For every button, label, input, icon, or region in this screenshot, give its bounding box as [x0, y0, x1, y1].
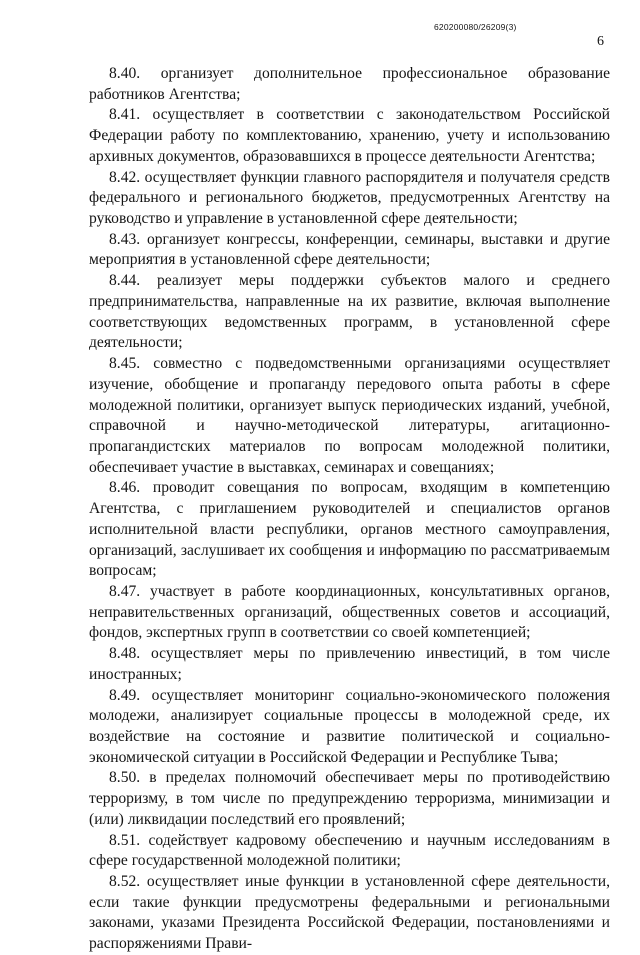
- page-number: 6: [597, 34, 604, 49]
- paragraph-8-43: 8.43. организует конгрессы, конференции, семинары, выставки и другие мероприятия в установленной сфере деятельности;: [89, 230, 610, 269]
- paragraph-8-49: 8.49. осуществляет мониторинг социально-экономического положения молодежи, анализирует социальные процессы в молодежной среде, их воздействие на состояние и развитие политической и социально-экономической ситуации в Российской Федерации и Республике Тыва;: [89, 686, 610, 766]
- paragraph-8-51: 8.51. содействует кадровому обеспечению и научным исследованиям в сфере государственной молодежной политики;: [89, 831, 610, 870]
- document-body: [89, 64, 610, 955]
- paragraph-8-42: 8.42. осуществляет функции главного распорядителя и получателя средств федерального и регионального бюджетов, предусмотренных Агентству на руководство и управление в установленной сфере деятельности;: [89, 168, 610, 228]
- paragraph-8-40: 8.40. организует дополнительное профессиональное образование работников Агентства;: [89, 65, 610, 103]
- paragraph-8-45: 8.45. совместно с подведомственными организациями осуществляет изучение, обобщение и пропаганду передового опыта работы в сфере молодежной политики, организует выпуск периодических изданий, учебной, справочной и научно-методической литературы, агитационно-пропагандистских материалов по вопросам молодежной политики, обеспечивает участие в выставках, семинарах и совещаниях;: [89, 355, 610, 476]
- paragraph-8-50: 8.50. в пределах полномочий обеспечивает меры по противодействию терроризму, в том числе по предупреждению терроризма, минимизации и (или) ликвидации последствий его проявлений;: [89, 769, 610, 828]
- paragraph-8-48: 8.48. осуществляет меры по привлечению инвестиций, в том числе иностранных;: [89, 645, 610, 683]
- paragraph-8-44: 8.44. реализует меры поддержки субъектов малого и среднего предпринимательства, направленные на их развитие, включая выполнение соответствующих ведомственных программ, в установленной сфере деятельности;: [89, 272, 610, 352]
- paragraph-8-46: 8.46. проводит совещания по вопросам, входящим в компетенцию Агентства, с приглашением руководителей и специалистов органов исполнительной власти республики, органов местного самоуправления, организаций, заслушивает их сообщения и информацию по рассматриваемым вопросам;: [89, 479, 610, 580]
- paragraph-8-41: 8.41. осуществляет в соответствии с законодательством Российской Федерации работу по комплектованию, хранению, учету и использованию архивных документов, образовавшихся в процессе деятельности Агентства;: [89, 106, 610, 165]
- paragraph-8-52: 8.52. осуществляет иные функции в установленной сфере деятельности, если такие функции предусмотрены федеральными и региональными законами, указами Президента Российской Федерации, постановлениями и распоряжениями Прави-: [89, 873, 610, 953]
- document-registration-code: 620200080/26209(3): [434, 22, 517, 32]
- paragraph-8-47: 8.47. участвует в работе координационных, консультативных органов, неправительственных организаций, общественных советов и ассоциаций, фондов, экспертных групп в соответствии со своей компетенцией;: [89, 582, 610, 642]
